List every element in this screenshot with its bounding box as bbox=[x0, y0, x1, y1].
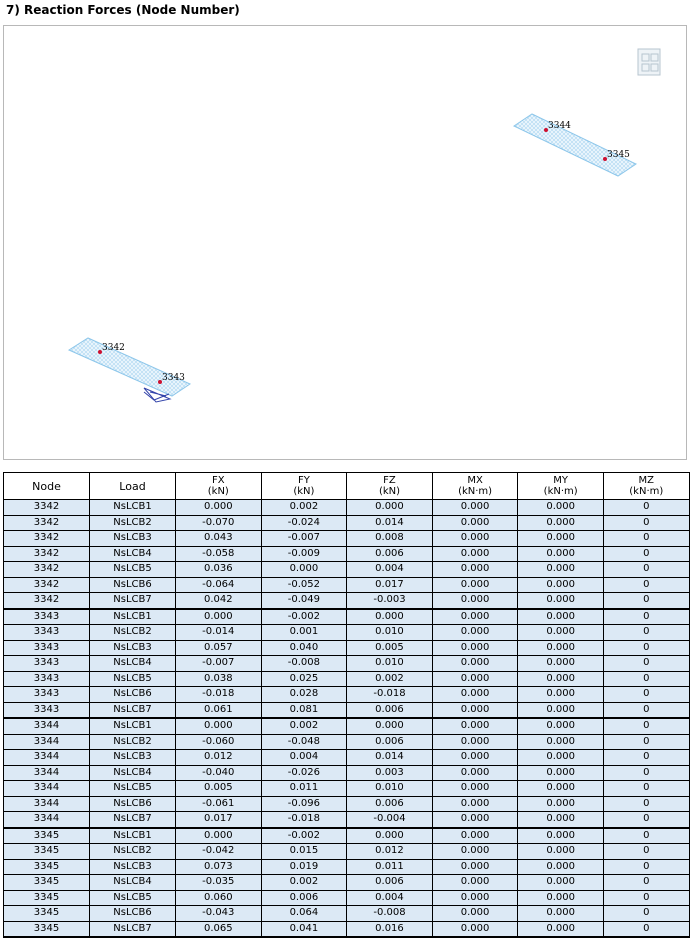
column-header-unit: (kN) bbox=[378, 486, 401, 497]
table-cell: 0.000 bbox=[432, 656, 518, 672]
table-cell: 3342 bbox=[4, 562, 90, 578]
table-cell: -0.007 bbox=[176, 656, 262, 672]
table-cell: 0.017 bbox=[347, 577, 433, 593]
table-cell: 0.004 bbox=[347, 890, 433, 906]
table-cell: 0.000 bbox=[518, 750, 604, 766]
table-cell: 0.000 bbox=[176, 828, 262, 844]
table-cell: -0.018 bbox=[347, 687, 433, 703]
table-cell: 0.000 bbox=[518, 828, 604, 844]
table-cell: 0.000 bbox=[432, 609, 518, 625]
table-row bbox=[4, 718, 690, 734]
table-row bbox=[4, 593, 690, 609]
table-cell: NsLCB1 bbox=[90, 718, 176, 734]
table-cell: 3342 bbox=[4, 515, 90, 531]
table-cell: 0.014 bbox=[347, 515, 433, 531]
table-cell: 0.028 bbox=[261, 687, 347, 703]
table-row bbox=[4, 577, 690, 593]
table-cell: NsLCB6 bbox=[90, 906, 176, 922]
table-cell: 0.000 bbox=[432, 750, 518, 766]
table-cell: 3345 bbox=[4, 921, 90, 937]
column-header bbox=[90, 473, 176, 500]
table-cell: 0 bbox=[603, 890, 689, 906]
table-cell: 0.000 bbox=[432, 906, 518, 922]
table-cell: 0.004 bbox=[347, 562, 433, 578]
table-row bbox=[4, 750, 690, 766]
table-cell: 0.010 bbox=[347, 656, 433, 672]
table-cell: 0.003 bbox=[347, 765, 433, 781]
table-cell: 0.000 bbox=[432, 844, 518, 860]
table-cell: 3345 bbox=[4, 859, 90, 875]
table-cell: 0.000 bbox=[518, 781, 604, 797]
table-cell: 0 bbox=[603, 702, 689, 718]
table-cell: 0.000 bbox=[432, 734, 518, 750]
table-cell: 0.000 bbox=[432, 687, 518, 703]
table-header-row bbox=[4, 473, 690, 500]
table-cell: NsLCB6 bbox=[90, 577, 176, 593]
table-cell: 0.041 bbox=[261, 921, 347, 937]
table-cell: 3344 bbox=[4, 750, 90, 766]
table-cell: 3343 bbox=[4, 687, 90, 703]
table-cell: 0.000 bbox=[518, 796, 604, 812]
table-cell: 3344 bbox=[4, 765, 90, 781]
table-cell: 0 bbox=[603, 609, 689, 625]
slab-lower bbox=[69, 338, 190, 402]
table-row bbox=[4, 734, 690, 750]
node-3343[interactable] bbox=[158, 373, 185, 384]
table-cell: 0.008 bbox=[347, 531, 433, 547]
table-row bbox=[4, 500, 690, 516]
column-header bbox=[603, 473, 689, 500]
table-row bbox=[4, 531, 690, 547]
table-cell: 0 bbox=[603, 781, 689, 797]
table-cell: 3343 bbox=[4, 609, 90, 625]
table-cell: 0.000 bbox=[432, 515, 518, 531]
table-cell: 0 bbox=[603, 921, 689, 937]
table-cell: -0.003 bbox=[347, 593, 433, 609]
table-cell: 0.081 bbox=[261, 702, 347, 718]
table-cell: -0.043 bbox=[176, 906, 262, 922]
table-cell: NsLCB4 bbox=[90, 546, 176, 562]
table-row bbox=[4, 859, 690, 875]
table-cell: 0.000 bbox=[347, 718, 433, 734]
column-header bbox=[347, 473, 433, 500]
table-cell: 0.000 bbox=[518, 765, 604, 781]
table-cell: 0.006 bbox=[347, 734, 433, 750]
table-cell: 0.000 bbox=[176, 500, 262, 516]
table-cell: 0.000 bbox=[432, 890, 518, 906]
table-cell: 0.000 bbox=[432, 921, 518, 937]
table-cell: 3344 bbox=[4, 781, 90, 797]
table-cell: 0.019 bbox=[261, 859, 347, 875]
table-cell: 0.000 bbox=[518, 812, 604, 828]
column-header bbox=[176, 473, 262, 500]
table-cell: 0.002 bbox=[261, 875, 347, 891]
table-row bbox=[4, 640, 690, 656]
table-cell: NsLCB4 bbox=[90, 875, 176, 891]
table-cell: NsLCB4 bbox=[90, 656, 176, 672]
table-cell: 0.006 bbox=[261, 890, 347, 906]
node-label: 3344 bbox=[548, 121, 571, 131]
table-cell: 0 bbox=[603, 765, 689, 781]
table-row bbox=[4, 546, 690, 562]
table-cell: 0.000 bbox=[432, 859, 518, 875]
table-cell: -0.042 bbox=[176, 844, 262, 860]
table-cell: NsLCB6 bbox=[90, 796, 176, 812]
column-header-unit: (kN·m) bbox=[458, 486, 493, 497]
table-cell: 0.000 bbox=[347, 828, 433, 844]
table-cell: 0.000 bbox=[518, 562, 604, 578]
table-cell: 3345 bbox=[4, 875, 90, 891]
table-cell: -0.024 bbox=[261, 515, 347, 531]
table-cell: 3343 bbox=[4, 640, 90, 656]
table-cell: 0.057 bbox=[176, 640, 262, 656]
column-header bbox=[261, 473, 347, 500]
table-cell: 0 bbox=[603, 500, 689, 516]
table-row bbox=[4, 781, 690, 797]
table-cell: 0.000 bbox=[518, 577, 604, 593]
table-cell: 0.011 bbox=[347, 859, 433, 875]
table-cell: 0.000 bbox=[518, 702, 604, 718]
table-cell: 3345 bbox=[4, 828, 90, 844]
table-cell: 0.002 bbox=[261, 718, 347, 734]
table-cell: 0.010 bbox=[347, 781, 433, 797]
table-cell: -0.007 bbox=[261, 531, 347, 547]
column-header-label: MX bbox=[467, 475, 483, 486]
table-row bbox=[4, 812, 690, 828]
table-row bbox=[4, 687, 690, 703]
table-cell: 0.012 bbox=[176, 750, 262, 766]
table-cell: 0.000 bbox=[432, 796, 518, 812]
table-cell: 0 bbox=[603, 546, 689, 562]
table-cell: -0.058 bbox=[176, 546, 262, 562]
table-cell: 0.000 bbox=[176, 609, 262, 625]
table-cell: 0.038 bbox=[176, 671, 262, 687]
table-cell: 0 bbox=[603, 859, 689, 875]
table-cell: 0.000 bbox=[432, 593, 518, 609]
table-cell: 0.000 bbox=[432, 640, 518, 656]
section-title: 7) Reaction Forces (Node Number) bbox=[6, 3, 240, 17]
table-cell: NsLCB1 bbox=[90, 500, 176, 516]
table-cell: 0 bbox=[603, 562, 689, 578]
view-cube-icon[interactable] bbox=[638, 49, 660, 75]
table-cell: 0.006 bbox=[347, 702, 433, 718]
table-cell: 0 bbox=[603, 734, 689, 750]
column-header-label: FZ bbox=[383, 475, 396, 486]
table-row bbox=[4, 671, 690, 687]
table-row bbox=[4, 906, 690, 922]
column-header-unit: (kN) bbox=[293, 486, 315, 497]
table-cell: -0.048 bbox=[261, 734, 347, 750]
table-cell: 3344 bbox=[4, 718, 90, 734]
table-row bbox=[4, 702, 690, 718]
table-cell: 0.036 bbox=[176, 562, 262, 578]
table-cell: 0.000 bbox=[432, 671, 518, 687]
table-cell: 0.000 bbox=[518, 859, 604, 875]
node-3344[interactable] bbox=[544, 121, 571, 132]
table-cell: 3344 bbox=[4, 812, 90, 828]
table-cell: 0 bbox=[603, 593, 689, 609]
table-row bbox=[4, 796, 690, 812]
slab-upper bbox=[514, 114, 636, 176]
table-row bbox=[4, 844, 690, 860]
table-cell: 0.000 bbox=[432, 718, 518, 734]
node-3342[interactable] bbox=[98, 343, 125, 354]
column-header-label: FX bbox=[211, 475, 225, 486]
table-cell: -0.040 bbox=[176, 765, 262, 781]
table-cell: 0.000 bbox=[518, 906, 604, 922]
model-viewport[interactable] bbox=[3, 25, 687, 460]
table-cell: -0.070 bbox=[176, 515, 262, 531]
table-cell: -0.064 bbox=[176, 577, 262, 593]
table-cell: 0.000 bbox=[518, 515, 604, 531]
table-row bbox=[4, 515, 690, 531]
table-cell: NsLCB2 bbox=[90, 844, 176, 860]
table-cell: NsLCB7 bbox=[90, 921, 176, 937]
column-header-label: MZ bbox=[638, 475, 654, 486]
table-cell: -0.018 bbox=[176, 687, 262, 703]
table-cell: 0.001 bbox=[261, 625, 347, 641]
table-cell: 0.064 bbox=[261, 906, 347, 922]
table-cell: -0.014 bbox=[176, 625, 262, 641]
table-cell: 0.006 bbox=[347, 875, 433, 891]
node-label: 3343 bbox=[162, 373, 185, 383]
table-cell: NsLCB5 bbox=[90, 671, 176, 687]
table-cell: NsLCB3 bbox=[90, 859, 176, 875]
table-cell: 0.000 bbox=[518, 500, 604, 516]
column-header bbox=[4, 473, 90, 500]
table-cell: 0.016 bbox=[347, 921, 433, 937]
table-cell: 0 bbox=[603, 531, 689, 547]
table-cell: -0.004 bbox=[347, 812, 433, 828]
table-cell: 0 bbox=[603, 796, 689, 812]
table-cell: NsLCB1 bbox=[90, 609, 176, 625]
table-cell: 0.012 bbox=[347, 844, 433, 860]
table-cell: 0.002 bbox=[347, 671, 433, 687]
table-cell: 0.000 bbox=[432, 500, 518, 516]
table-row bbox=[4, 562, 690, 578]
table-cell: 0.000 bbox=[261, 562, 347, 578]
table-cell: 3345 bbox=[4, 890, 90, 906]
table-cell: 0.002 bbox=[261, 500, 347, 516]
table-cell: 0.000 bbox=[432, 577, 518, 593]
table-cell: 0.000 bbox=[518, 875, 604, 891]
table-cell: 3343 bbox=[4, 625, 90, 641]
table-cell: 0.000 bbox=[518, 656, 604, 672]
table-cell: NsLCB2 bbox=[90, 515, 176, 531]
table-cell: 0.004 bbox=[261, 750, 347, 766]
table-cell: NsLCB7 bbox=[90, 593, 176, 609]
table-cell: NsLCB4 bbox=[90, 765, 176, 781]
table-cell: NsLCB5 bbox=[90, 781, 176, 797]
table-row bbox=[4, 656, 690, 672]
table-cell: 0.000 bbox=[432, 812, 518, 828]
table-cell: 3343 bbox=[4, 656, 90, 672]
table-cell: NsLCB1 bbox=[90, 828, 176, 844]
table-cell: 0 bbox=[603, 640, 689, 656]
table-cell: -0.002 bbox=[261, 828, 347, 844]
table-cell: 0.025 bbox=[261, 671, 347, 687]
table-cell: NsLCB2 bbox=[90, 734, 176, 750]
table-cell: 0.000 bbox=[432, 765, 518, 781]
table-cell: NsLCB7 bbox=[90, 812, 176, 828]
table-cell: 0.000 bbox=[176, 718, 262, 734]
table-row bbox=[4, 875, 690, 891]
table-cell: 0.000 bbox=[432, 546, 518, 562]
table-cell: 0.005 bbox=[176, 781, 262, 797]
table-cell: 3345 bbox=[4, 844, 90, 860]
table-cell: -0.008 bbox=[261, 656, 347, 672]
table-cell: NsLCB5 bbox=[90, 890, 176, 906]
table-cell: 3342 bbox=[4, 546, 90, 562]
table-cell: 0.011 bbox=[261, 781, 347, 797]
table-cell: 0.000 bbox=[518, 546, 604, 562]
table-cell: 3345 bbox=[4, 906, 90, 922]
table-cell: 0.014 bbox=[347, 750, 433, 766]
column-header bbox=[518, 473, 604, 500]
table-cell: 0.000 bbox=[518, 718, 604, 734]
table-cell: 0.006 bbox=[347, 796, 433, 812]
table-body bbox=[4, 500, 690, 938]
table-cell: 0.000 bbox=[518, 625, 604, 641]
table-cell: 0.000 bbox=[518, 734, 604, 750]
table-cell: -0.060 bbox=[176, 734, 262, 750]
table-cell: 0.000 bbox=[347, 500, 433, 516]
node-label: 3342 bbox=[102, 343, 125, 353]
table-cell: -0.026 bbox=[261, 765, 347, 781]
table-cell: 3342 bbox=[4, 577, 90, 593]
table-cell: 0.000 bbox=[518, 921, 604, 937]
table-cell: 0.000 bbox=[518, 844, 604, 860]
table-cell: 3342 bbox=[4, 593, 90, 609]
table-cell: 0.015 bbox=[261, 844, 347, 860]
table-cell: 0.000 bbox=[518, 687, 604, 703]
table-cell: 0 bbox=[603, 671, 689, 687]
column-header-label: MY bbox=[553, 475, 569, 486]
reaction-forces-table bbox=[3, 472, 690, 938]
table-cell: 0.000 bbox=[518, 890, 604, 906]
table-cell: -0.096 bbox=[261, 796, 347, 812]
table-cell: 0.000 bbox=[432, 702, 518, 718]
table-cell: -0.009 bbox=[261, 546, 347, 562]
column-header-unit: (kN·m) bbox=[543, 486, 578, 497]
table-cell: 0.000 bbox=[432, 562, 518, 578]
table-cell: NsLCB3 bbox=[90, 531, 176, 547]
table-cell: NsLCB5 bbox=[90, 562, 176, 578]
table-cell: NsLCB3 bbox=[90, 750, 176, 766]
column-header-label: Load bbox=[119, 479, 146, 493]
column-header bbox=[432, 473, 518, 500]
table-cell: 0.043 bbox=[176, 531, 262, 547]
node-3345[interactable] bbox=[603, 150, 630, 161]
node-label: 3345 bbox=[607, 150, 630, 160]
table-cell: 0.000 bbox=[518, 531, 604, 547]
table-cell: 0.000 bbox=[518, 609, 604, 625]
table-row bbox=[4, 625, 690, 641]
table-cell: 0 bbox=[603, 577, 689, 593]
table-cell: -0.018 bbox=[261, 812, 347, 828]
table-cell: NsLCB6 bbox=[90, 687, 176, 703]
table-cell: 0.073 bbox=[176, 859, 262, 875]
table-cell: 0 bbox=[603, 687, 689, 703]
table-cell: -0.052 bbox=[261, 577, 347, 593]
table-cell: -0.049 bbox=[261, 593, 347, 609]
table-cell: 0.061 bbox=[176, 702, 262, 718]
table-row bbox=[4, 828, 690, 844]
table-cell: 3343 bbox=[4, 702, 90, 718]
table-cell: 0 bbox=[603, 812, 689, 828]
table-cell: -0.035 bbox=[176, 875, 262, 891]
table-cell: 0.017 bbox=[176, 812, 262, 828]
column-header-unit: (kN·m) bbox=[629, 486, 664, 497]
table-cell: 0 bbox=[603, 515, 689, 531]
table-cell: 0.000 bbox=[432, 781, 518, 797]
table-cell: 0 bbox=[603, 828, 689, 844]
table-cell: 0.000 bbox=[432, 828, 518, 844]
table-cell: 0.000 bbox=[518, 671, 604, 687]
table-cell: 0.042 bbox=[176, 593, 262, 609]
table-cell: 0.000 bbox=[432, 875, 518, 891]
table-cell: 0 bbox=[603, 875, 689, 891]
table-cell: 0 bbox=[603, 844, 689, 860]
table-cell: 0.065 bbox=[176, 921, 262, 937]
column-header-label: Node bbox=[32, 479, 61, 493]
column-header-unit: (kN) bbox=[207, 486, 229, 497]
table-row bbox=[4, 765, 690, 781]
table-cell: 3342 bbox=[4, 531, 90, 547]
table-cell: 0.040 bbox=[261, 640, 347, 656]
table-cell: 0 bbox=[603, 906, 689, 922]
table-cell: 0.060 bbox=[176, 890, 262, 906]
model-drawing bbox=[4, 26, 688, 461]
table-cell: 0.006 bbox=[347, 546, 433, 562]
table-cell: 0 bbox=[603, 625, 689, 641]
table-cell: 0.000 bbox=[432, 531, 518, 547]
table-cell: 0.000 bbox=[432, 625, 518, 641]
column-header-label: FY bbox=[297, 475, 310, 486]
table-cell: -0.008 bbox=[347, 906, 433, 922]
table-cell: 0 bbox=[603, 750, 689, 766]
table-cell: -0.061 bbox=[176, 796, 262, 812]
table-cell: -0.002 bbox=[261, 609, 347, 625]
table-cell: 0.000 bbox=[347, 609, 433, 625]
table-cell: 0.005 bbox=[347, 640, 433, 656]
table-cell: 0 bbox=[603, 718, 689, 734]
table-row bbox=[4, 609, 690, 625]
table-cell: NsLCB7 bbox=[90, 702, 176, 718]
table-cell: 3344 bbox=[4, 796, 90, 812]
table-cell: 0 bbox=[603, 656, 689, 672]
table-row bbox=[4, 890, 690, 906]
table-cell: NsLCB3 bbox=[90, 640, 176, 656]
table-cell: 0.000 bbox=[518, 593, 604, 609]
table-cell: NsLCB2 bbox=[90, 625, 176, 641]
table-cell: 3343 bbox=[4, 671, 90, 687]
table-cell: 0.000 bbox=[518, 640, 604, 656]
table-cell: 0.010 bbox=[347, 625, 433, 641]
table-cell: 3344 bbox=[4, 734, 90, 750]
table-cell: 3342 bbox=[4, 500, 90, 516]
